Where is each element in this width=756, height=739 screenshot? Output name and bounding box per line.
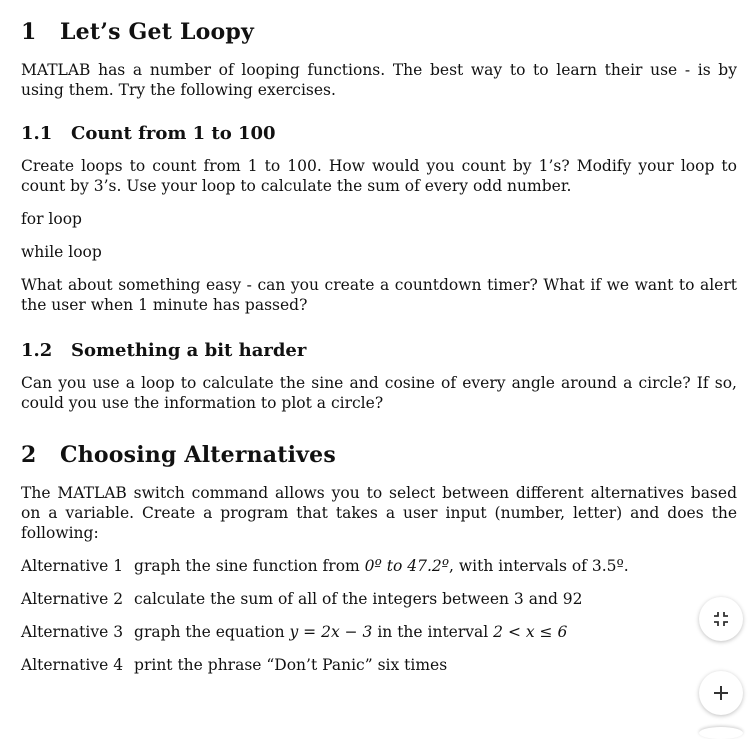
alternative-text: calculate the sum of all of the integers between 3 and 92 <box>134 590 583 608</box>
alternative-label: Alternative 4 <box>21 656 124 674</box>
plus-icon <box>713 685 729 701</box>
section-title: Choosing Alternatives <box>60 442 336 468</box>
subsection-number: 1.2 <box>21 340 53 361</box>
add-button[interactable] <box>699 671 743 715</box>
subsection-title: Something a bit harder <box>71 340 307 361</box>
alternative-label: Alternative 2 <box>21 590 124 608</box>
subsection-number: 1.1 <box>21 123 53 144</box>
section-1-heading <box>21 14 737 50</box>
section-title: Let’s Get Loopy <box>60 19 254 45</box>
alternative-label: Alternative 3 <box>21 623 124 641</box>
alternative-text: , with intervals of 3.5º. <box>449 557 629 575</box>
alternative-item <box>21 622 737 642</box>
alternative-item <box>21 556 737 576</box>
section-2-intro: The MATLAB switch command allows you to select between different alternatives based on a variable. Create a program that takes a user input (number, letter) and does the following: <box>21 484 737 542</box>
paragraph: while loop <box>21 243 102 261</box>
alternative-text: graph the equation <box>134 623 290 641</box>
alternative-text: in the interval <box>372 623 494 641</box>
alternative-item <box>21 589 737 609</box>
math-expression: 0º to 47.2º <box>364 557 450 575</box>
paragraph: Create loops to count from 1 to 100. How would you count by 1’s? Modify your loop to count by 3’s. Use your loop to calculate the sum of every odd number. <box>21 157 737 195</box>
section-2-heading <box>21 437 737 473</box>
alternative-item <box>21 655 737 675</box>
collapse-button[interactable] <box>699 597 743 641</box>
alternative-text: print the phrase “Don’t Panic” six times <box>134 656 448 674</box>
alternative-label: Alternative 1 <box>21 557 124 575</box>
collapse-icon <box>712 610 730 628</box>
alternative-text: graph the sine function from <box>134 557 365 575</box>
math-expression: y = 2x − 3 <box>289 623 373 641</box>
section-1-intro: MATLAB has a number of looping functions. The best way to to learn their use - is by using them. Try the following exercises. <box>21 61 737 99</box>
subsection-1-2-heading <box>21 337 737 365</box>
subsection-title: Count from 1 to 100 <box>71 123 276 144</box>
paragraph: What about something easy - can you create a countdown timer? What if we want to alert the user when 1 minute has passed? <box>21 276 737 314</box>
paragraph: Can you use a loop to calculate the sine and cosine of every angle around a circle? If so, could you use the information to plot a circle? <box>21 374 737 412</box>
document-page <box>21 14 737 675</box>
section-number: 1 <box>21 19 37 45</box>
partial-floating-button[interactable] <box>699 727 743 739</box>
subsection-1-1-heading <box>21 120 737 148</box>
section-number: 2 <box>21 442 37 468</box>
math-expression: 2 < x ≤ 6 <box>493 623 568 641</box>
paragraph: for loop <box>21 210 82 228</box>
